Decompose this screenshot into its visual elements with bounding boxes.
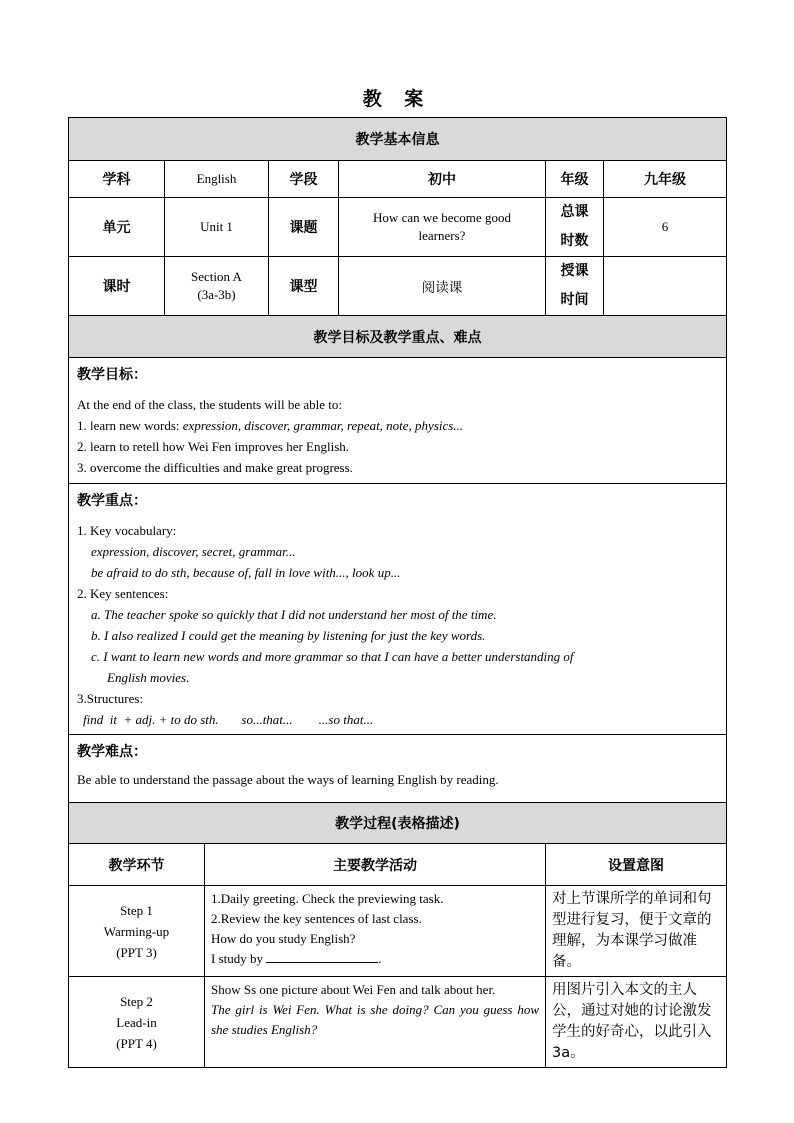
grade-value: 九年级 (604, 161, 727, 198)
objective-item-2: 2. learn to retell how Wei Fen improves her English. (77, 439, 350, 454)
objective-item-3: 3. overcome the difficulties and make great progress. (77, 460, 353, 475)
step-2-number: Step 2 (120, 993, 153, 1009)
period-label: 课时 (69, 257, 165, 316)
step-1-activity-line4: I study by . (211, 951, 382, 966)
basic-info-header: 教学基本信息 (69, 118, 727, 161)
key-sentences-label: 2. Key sentences: (77, 586, 169, 601)
key-sentence-b: b. I also realized I could get the meaning by listening for just the key words. (91, 628, 486, 643)
key-points-section (69, 484, 727, 735)
stage-value: 初中 (339, 161, 546, 198)
key-points-title: 教学重点： (77, 493, 147, 509)
structures-line: find it + adj. + to do sth. so...that... ...so that... (83, 712, 374, 727)
structures-label: 3.Structures: (77, 691, 144, 706)
step-1-name: Warming-up (103, 923, 170, 939)
col-stage: 教学环节 (69, 844, 205, 886)
step-2-activity (205, 977, 546, 1068)
step-2-purpose: 用图片引入本文的主人公，通过对她的讨论激发学生的好奇心，以此引入 3a。 (546, 977, 727, 1068)
objectives-title: 教学目标： (77, 367, 147, 383)
objective-item-1-words: expression, discover, grammar, repeat, note, physics... (182, 418, 464, 433)
stage-label: 学段 (269, 161, 339, 198)
step-2-ppt: (PPT 4) (116, 1035, 157, 1051)
period-value (165, 257, 269, 316)
fill-in-blank (266, 950, 378, 963)
step-2-cell (69, 977, 205, 1068)
step-1-cell (69, 886, 205, 977)
lesson-plan-table (68, 117, 727, 1068)
difficulty-text: Be able to understand the passage about the ways of learning English by reading. (77, 772, 499, 787)
key-vocab-line-1: expression, discover, secret, grammar... (91, 544, 296, 559)
key-vocab-line-2: be afraid to do sth, because of, fall in love with..., look up... (91, 565, 401, 580)
step-1-activity-line3: How do you study English? (211, 931, 356, 946)
difficulty-title: 教学难点： (77, 744, 147, 760)
unit-value: Unit 1 (165, 198, 269, 257)
objective-item-1 (77, 415, 718, 436)
subject-value: English (165, 161, 269, 198)
process-header: 教学过程(表格描述) (69, 803, 727, 844)
step-2-activity-line1: Show Ss one picture about Wei Fen and talk about her. (211, 982, 496, 997)
teach-time-label-line2: 时间 (560, 292, 589, 308)
document-title: 教 案 (362, 88, 432, 110)
objectives-intro: At the end of the class, the students will be able to: (77, 397, 342, 412)
key-vocab-label: 1. Key vocabulary: (77, 523, 177, 538)
key-sentence-a: a. The teacher spoke so quickly that I did not understand her most of the time. (91, 607, 497, 622)
teach-time-label-line1: 授课 (560, 263, 589, 279)
period-value-line1: Section A (191, 269, 242, 284)
step-1-activity (205, 886, 546, 977)
total-hours-label-line2: 时数 (560, 233, 589, 249)
type-value: 阅读课 (339, 257, 546, 316)
period-value-line2: (3a-3b) (197, 287, 236, 302)
col-purpose: 设置意图 (546, 844, 727, 886)
objectives-header: 教学目标及教学重点、难点 (69, 316, 727, 358)
step-2-activity-line2: The girl is Wei Fen. What is she doing? Can you guess how she studies English? (211, 1002, 539, 1037)
key-sentence-c1: c. I want to learn new words and more grammar so that I can have a better understanding of (91, 649, 574, 664)
teach-time-label (546, 257, 604, 316)
step-1-purpose: 对上节课所学的单词和句型进行复习，便于文章的理解，为本课学习做准备。 (546, 886, 727, 977)
topic-value: How can we become good learners? (339, 198, 546, 257)
step-2-name: Lead-in (116, 1014, 157, 1030)
total-hours-label-line1: 总课 (560, 204, 589, 220)
difficulty-section (69, 735, 727, 803)
step-1-activity-line2: 2.Review the key sentences of last class. (211, 911, 422, 926)
step-1-number: Step 1 (120, 902, 153, 918)
key-sentence-c2: English movies. (107, 670, 190, 685)
total-hours-label (546, 198, 604, 257)
grade-label: 年级 (546, 161, 604, 198)
total-hours-value: 6 (604, 198, 727, 257)
objectives-section (69, 358, 727, 484)
teach-time-value (604, 257, 727, 316)
unit-label: 单元 (69, 198, 165, 257)
type-label: 课型 (269, 257, 339, 316)
step-1-ppt: (PPT 3) (116, 944, 157, 960)
subject-label: 学科 (69, 161, 165, 198)
topic-label: 课题 (269, 198, 339, 257)
step-1-activity-line4-text: I study by (211, 951, 267, 966)
step-1-activity-line1: 1.Daily greeting. Check the previewing task. (211, 891, 444, 906)
col-activity: 主要教学活动 (205, 844, 546, 886)
objective-item-1-prefix: 1. learn new words: (77, 418, 183, 433)
